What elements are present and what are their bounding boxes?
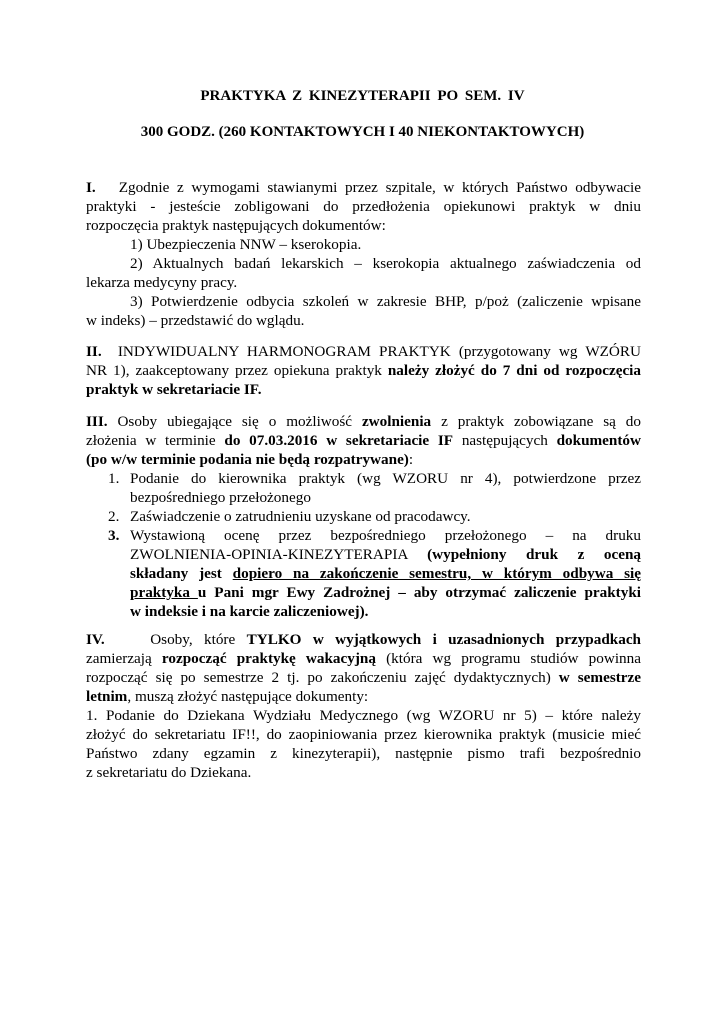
- section-4-text: zamierzają: [86, 650, 162, 667]
- list-item-text: Zaświadczenie o zatrudnieniu uzyskane od pracodawcy.: [130, 508, 471, 525]
- section-4-emphasis: TYLKO w wyjątkowych i uzasadnionych przypadkach: [246, 631, 642, 648]
- list-item-text: [130, 583, 641, 602]
- requirement-item-cont: lekarza medycyny pracy.: [86, 274, 238, 291]
- section-4-line: złożyć do sekretariatu IF!!, do zaopiniowania przez kierownika praktyk (musicie mieć: [86, 726, 641, 743]
- section-3-number: III.: [86, 413, 108, 430]
- section-1-line: praktyki - jesteście zobligowani do przedłożenia opiekunowi praktyk w dniu: [86, 198, 641, 215]
- section-2: [86, 342, 641, 399]
- list-item-text: bezpośredniego przełożonego: [130, 489, 311, 506]
- form-name: ZWOLNIENIA-OPINIA-KINEZYTERAPIA: [130, 546, 428, 563]
- section-2-place: praktyk w sekretariacie IF.: [86, 381, 262, 398]
- document-title: PRAKTYKA Z KINEZYTERAPII PO SEM. IV: [200, 88, 525, 104]
- section-3-emphasis: dokumentów: [556, 432, 641, 449]
- section-2-text: INDYWIDUALNY HARMONOGRAM PRAKTYK (przygotowany wg WZÓRU: [117, 343, 641, 360]
- section-2-text: NR 1), zaakceptowany przez opiekuna praktyk: [86, 362, 388, 379]
- list-item-number: 3.: [108, 527, 120, 544]
- section-4-line: 1. Podanie do Dziekana Wydziału Medycznego (wg WZORU nr 5) – które należy: [86, 707, 641, 724]
- section-2-number: II.: [86, 343, 102, 360]
- section-1: [86, 178, 641, 330]
- list-item: [86, 469, 641, 507]
- section-3-line: [86, 412, 641, 431]
- section-1-number: I.: [86, 179, 96, 196]
- list-item-text: [130, 545, 641, 564]
- section-3-text: Osoby ubiegające się o możliwość: [117, 413, 362, 430]
- list-item-emphasis: składany jest: [130, 565, 233, 582]
- section-4-emphasis: rozpocząć praktykę wakacyjną: [161, 650, 376, 667]
- section-3-line: [86, 431, 641, 450]
- section-4-text: (która wg programu studiów powinna: [375, 650, 641, 667]
- list-item-text: Podanie do kierownika praktyk (wg WZORU nr 4), potwierdzone przez: [130, 470, 641, 487]
- requirement-item: 2) Aktualnych badań lekarskich – kserokopia aktualnego zaświadczenia od: [130, 255, 641, 272]
- section-2-line: [86, 380, 641, 399]
- section-3-warning: (po w/w terminie podania nie będą rozpatrywane): [86, 451, 409, 468]
- section-4-number: IV.: [86, 631, 105, 648]
- list-item-emphasis: u Pani mgr Ewy Zadrożnej – aby otrzymać zaliczenie praktyki: [197, 584, 642, 601]
- section-3-text: z praktyk zobowiązane są do: [431, 413, 641, 430]
- section-3-text: :: [408, 451, 414, 468]
- section-2-line: [86, 361, 641, 380]
- section-3: [86, 412, 641, 621]
- list-item: [86, 526, 641, 621]
- list-item-text: [130, 602, 641, 621]
- section-3-text: złożenia w terminie: [86, 432, 225, 449]
- list-item-number: 2.: [108, 508, 120, 525]
- list-item-emphasis: w indeksie i na karcie zaliczeniowej).: [130, 603, 369, 620]
- section-4-line: [86, 668, 641, 687]
- list-item: [86, 507, 641, 526]
- list-item-emphasis: (wypełniony druk z oceną: [427, 546, 641, 563]
- section-2-deadline: należy złożyć do 7 dni od rozpoczęcia: [387, 362, 641, 379]
- section-4-line: [86, 649, 641, 668]
- list-item-text: Wystawioną ocenę przez bezpośredniego przełożonego – na druku: [130, 527, 641, 544]
- list-item-number: 1.: [108, 470, 120, 487]
- list-item-underlined: dopiero na zakończenie semestru, w którym odbywa się: [232, 565, 641, 582]
- requirement-item: 1) Ubezpieczenia NNW – kserokopia.: [130, 236, 362, 253]
- section-4-text: , muszą złożyć następujące dokumenty:: [127, 688, 369, 705]
- section-1-text: Zgodnie z wymogami stawianymi przez szpitale, w których Państwo odbywacie: [118, 179, 642, 196]
- section-4-line: z sekretariatu do Dziekana.: [86, 764, 252, 781]
- section-4-line: [86, 630, 641, 649]
- section-3-text: następujących: [453, 432, 557, 449]
- section-4-line: [86, 687, 641, 706]
- list-item-underlined: praktyka: [130, 584, 198, 601]
- section-3-emphasis: zwolnienia: [361, 413, 432, 430]
- list-item-text: [130, 564, 641, 583]
- section-1-line: rozpoczęcia praktyk następujących dokumentów:: [86, 217, 386, 234]
- section-4-line: Państwo zdany egzamin z kinezyterapii), następnie pismo trafi bezpośrednio: [86, 745, 641, 762]
- requirement-item-cont: w indeks) – przedstawić do wglądu.: [86, 312, 305, 329]
- section-3-deadline: do 07.03.2016 w sekretariacie IF: [224, 432, 454, 449]
- section-4: [86, 630, 641, 782]
- requirement-item: 3) Potwierdzenie odbycia szkoleń w zakresie BHP, p/poż (zaliczenie wpisane: [130, 293, 641, 310]
- section-3-line: [86, 450, 641, 469]
- section-4-text: Osoby, które: [150, 631, 247, 648]
- section-4-emphasis: letnim: [86, 688, 128, 705]
- section-4-text: rozpocząć się po semestrze 2 tj. po zakończeniu zajęć dydaktycznych): [86, 669, 559, 686]
- section-2-line: [86, 342, 641, 361]
- section-1-line: [86, 178, 641, 197]
- document-subtitle: 300 GODZ. (260 KONTAKTOWYCH I 40 NIEKONTAKTOWYCH): [140, 124, 585, 140]
- section-4-emphasis: w semestrze: [558, 669, 642, 686]
